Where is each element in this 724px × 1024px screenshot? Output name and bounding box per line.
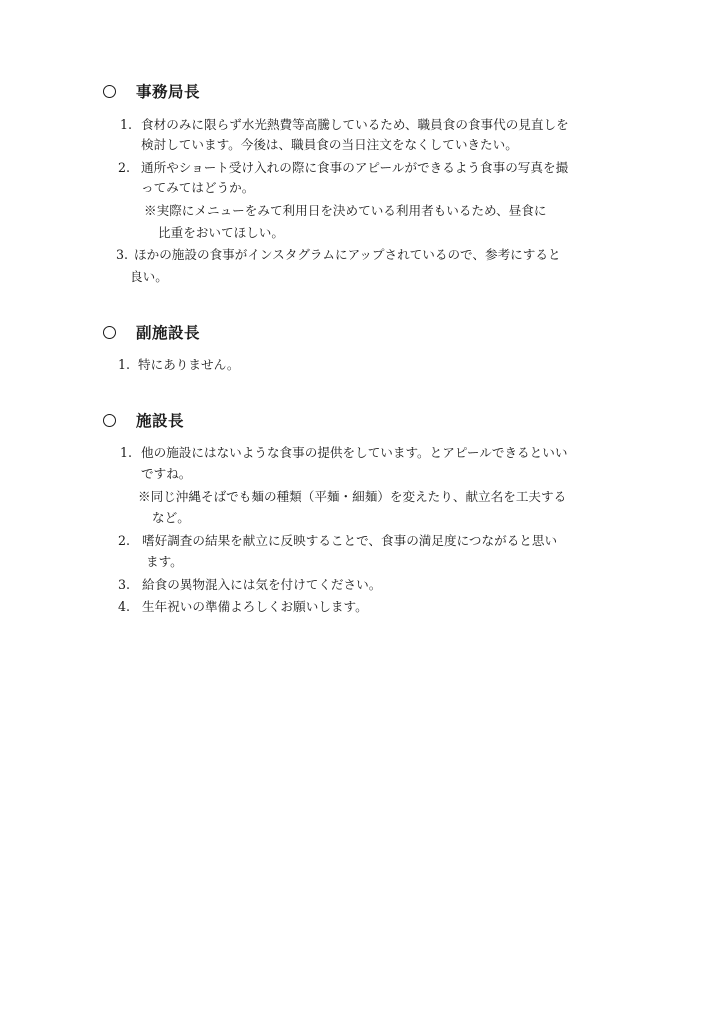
- item-number: 1.: [118, 357, 131, 372]
- section-title: 副施設長: [136, 323, 201, 342]
- item-number: 3.: [118, 577, 131, 592]
- item-note: ※同じ沖縄そばでも麺の種類（平麺・細麺）を変えたり、献立名を工夫する: [138, 489, 567, 504]
- circle-bullet-icon: [103, 85, 116, 98]
- item-text: 他の施設にはないような食事の提供をしています。とアピールできるといい: [141, 445, 568, 460]
- item-note: など。: [152, 510, 190, 525]
- item-text: 嗜好調査の結果を献立に反映することで、食事の満足度につながると思い: [142, 533, 558, 548]
- item-number: 2.: [118, 533, 131, 548]
- item-text: 特にありません。: [138, 357, 240, 372]
- item-note: 比重をおいてほしい。: [158, 225, 284, 240]
- item-text: 検討しています。今後は、職員食の当日注文をなくしていきたい。: [141, 137, 518, 152]
- item-text: 食材のみに限らず水光熱費等高騰しているため、職員食の食事代の見直しを: [141, 117, 569, 132]
- circle-bullet-icon: [103, 326, 116, 339]
- circle-bullet-icon: [103, 414, 116, 427]
- section-heading-secretariat: [103, 79, 200, 103]
- section-heading-deputy-director: [103, 320, 200, 344]
- item-text: 通所やショート受け入れの際に食事のアピールができるよう食事の写真を撮: [141, 160, 569, 175]
- section-title: 事務局長: [136, 82, 201, 101]
- item-text: ほかの施設の食事がインスタグラムにアップされているので、参考にすると: [134, 247, 561, 262]
- item-text: ってみてはどうか。: [141, 180, 255, 195]
- item-text: ですね。: [141, 466, 192, 481]
- item-number: 2.: [118, 160, 131, 175]
- item-text: 生年祝いの準備よろしくお願いします。: [142, 599, 368, 614]
- item-number: 3.: [116, 247, 129, 262]
- item-number: 1.: [120, 117, 133, 132]
- item-text: 給食の異物混入には気を付けてください。: [142, 577, 382, 592]
- item-note: ※実際にメニューをみて利用日を決めている利用者もいるため、昼食に: [144, 203, 547, 218]
- item-text: ます。: [146, 554, 183, 569]
- section-title: 施設長: [136, 411, 185, 430]
- section-heading-director: [103, 408, 184, 432]
- item-number: 1.: [120, 445, 133, 460]
- item-text: 良い。: [130, 269, 168, 284]
- item-number: 4.: [118, 599, 131, 614]
